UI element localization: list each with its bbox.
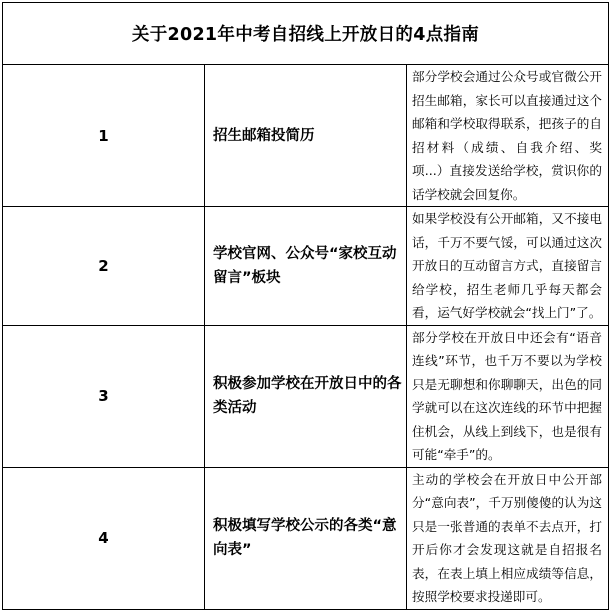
- row-description: 主动的学校会在开放日中公开部分“意向表”，千万别傻傻的认为这只是一张普通的表单不去点开，打开后你才会发现这就是自招报名表，在表上填上相应成绩等信息，按照学校要求投递即可。: [407, 467, 609, 609]
- table-row: [3, 467, 609, 609]
- row-number: 2: [3, 207, 205, 326]
- table-row: [3, 207, 609, 326]
- row-topic: 积极参加学校在开放日中的各类活动: [205, 325, 407, 467]
- row-description: 部分学校会通过公众号或官微公开招生邮箱，家长可以直接通过这个邮箱和学校取得联系，把孩子的自招材料（成绩、自我介绍、奖项...）直接发送给学校，赏识你的话学校就会回复你。: [407, 65, 609, 207]
- row-number: 4: [3, 467, 205, 609]
- guide-table: [2, 2, 609, 610]
- row-number: 3: [3, 325, 205, 467]
- row-topic: 学校官网、公众号“家校互动留言”板块: [205, 207, 407, 326]
- row-description: 如果学校没有公开邮箱，又不接电话，千万不要气馁，可以通过这次开放日的互动留言方式，直接留言给学校，招生老师几乎每天都会看，运气好学校就会“找上门”了。: [407, 207, 609, 326]
- table-row: [3, 65, 609, 207]
- row-description: 部分学校在开放日中还会有“语音连线”环节，也千万不要以为学校只是无聊想和你聊聊天，出色的同学就可以在这次连线的环节中把握住机会，从线上到线下，也是很有可能“牵手”的。: [407, 325, 609, 467]
- row-topic: 招生邮箱投简历: [205, 65, 407, 207]
- table-row: [3, 325, 609, 467]
- title-row: [3, 3, 609, 65]
- page-title: 关于2021年中考自招线上开放日的4点指南: [3, 3, 609, 65]
- row-number: 1: [3, 65, 205, 207]
- row-topic: 积极填写学校公示的各类“意向表”: [205, 467, 407, 609]
